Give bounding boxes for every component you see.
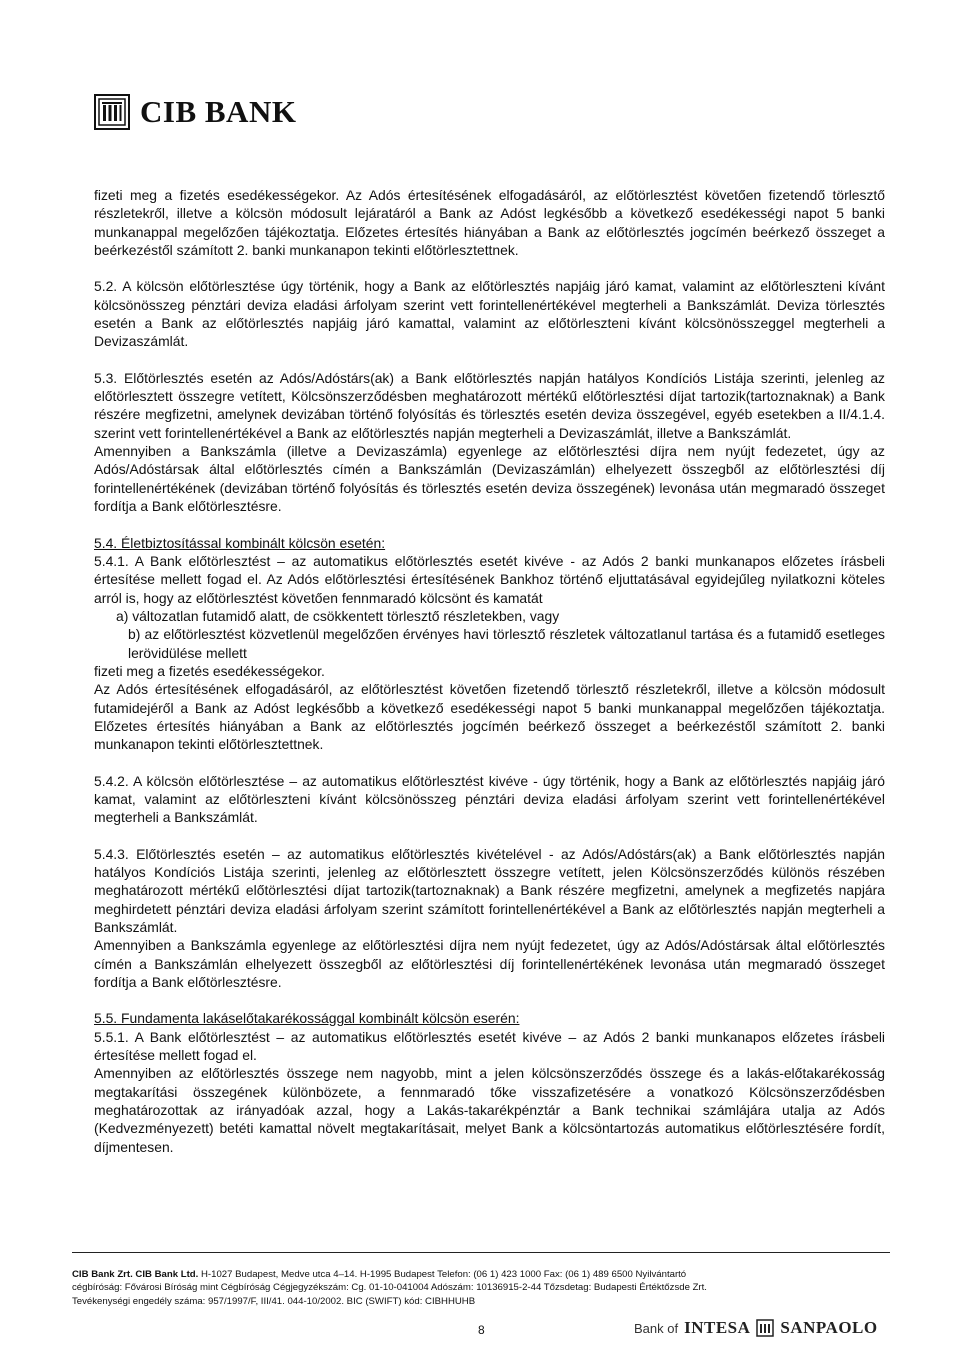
intesa-sanpaolo-icon <box>756 1319 774 1337</box>
logo-text: CIB BANK <box>140 94 297 129</box>
cib-bank-logo-icon <box>94 94 130 130</box>
intesa-sanpaolo-logo <box>634 1318 878 1338</box>
paragraph: fizeti meg a fizetés esedékességekor. <box>94 662 325 679</box>
paragraph: 5.3. Előtörlesztés esetén az Adós/Adóstárs(ak) a Bank előtörlesztés napján hatályos Kondíciós Listája szerinti, jelenleg az előtörlesztett összegre vetített, Kölcsönszerződésben meghatározott mértékű előtörlesztési díjat tartozik(tartoznaknak) a Bank részére megfizetni, amelynek devizában történő folyósítás és törlesztés esetén deviza összegével, egyéb esetekben a II/4.1.4. szerint vett forintellenértékével a Bank az előtörlesztés napján megterheli a Devizaszámlát, illetve a Bankszámlát. <box>94 369 885 441</box>
paragraph: 5.4.3. Előtörlesztés esetén – az automatikus előtörlesztés kivételével - az Adós/Adóstárs(ak) a Bank előtörlesztés napján hatályos Kondíciós Listája szerinti, jelenleg az előtörlesztett összegre vetített, jelen Kölcsönszerződés különös részében meghatározott mértékű előtörlesztési díjat tartozik(tartoznaknak) a Bank részére megfizetni, amelynek a megfizetés napjára meghirdetett pénztári deviza eladási árfolyam szerint számított forintellenértékével a Bank az előtörlesztés napján megterheli a Bankszámlát. <box>94 845 885 936</box>
paragraph: Az Adós értesítésének elfogadásáról, az előtörlesztést követően fizetendő törlesztő részletekről, illetve a kölcsön módosult futamidejéről a Bank az Adóst legkésőbb a következő esedékességi napot 5 banki munkanappal megelőzően tájékoztatja. Előzetes értesítés hiányában a Bank az előtörlesztés jogcímén beérkező összeget a beérkezéstől számított 2. banki munkanapon tekinti előtörlesztettnek. <box>94 681 885 753</box>
cib-bank-logo <box>94 94 296 130</box>
section-heading: 5.5. Fundamenta lakáselőtakarékossággal kombinált kölcsön eserén: <box>94 1010 520 1027</box>
paragraph: 5.5.1. A Bank előtörlesztést – az automatikus előtörlesztés esetét kivéve – az Adós 2 banki munkanapos előzetes írásbeli értesítése mellett fogad el. <box>94 1028 885 1064</box>
paragraph: fizeti meg a fizetés esedékességekor. Az Adós értesítésének elfogadásáról, az előtörlesztést követően fizetendő törlesztő részletekről, illetve a kölcsön módosult lejáratáról a Bank az Adóst legkésőbb a következő esedékességi napot 5 banki munkanappal megelőzően tájékoztatja. Előzetes értesítés hiányában a Bank az előtörlesztés jogcímén beérkező összeget a beérkezéstől számított 2. banki munkanapon tekinti előtörlesztettnek. <box>94 187 885 259</box>
footer-line <box>72 1268 902 1281</box>
footer-line: cégbíróság: Fővárosi Bíróság mint Cégbíróság Cégjegyzékszám: Cg. 01-10-041004 Adószám: 10136915-2-44 Tőzsdetag: Budapesti Értéktőzsde Zrt. <box>72 1282 707 1294</box>
paragraph: Amennyiben az előtörlesztés összege nem nagyobb, mint a jelen kölcsönszerződés összege és a lakás-előtakarékosság megtakarítási összegének különbözete, a fennmaradó tőke visszafizetésére a vonatkozó Kölcsönszerződésben meghatározottak az irányadóak azzal, hogy a Lakás-takarékpénztár a Bank technikai számlájára utalja az Adós (Kedvezményezett) betéti kamattal növelt megtakarításait, melyet Bank a kölcsöntartozás automatikus előtörlesztésére fordít, díjmentesen. <box>94 1065 885 1155</box>
section-heading: 5.4. Életbiztosítással kombinált kölcsön esetén: <box>94 534 386 551</box>
bank-of-label: Bank of <box>634 1320 679 1336</box>
paragraph: 5.2. A kölcsön előtörlesztése úgy történik, hogy a Bank az előtörlesztés napjáig járó kamat, valamint az előtörleszteni kívánt kölcsönösszeg pénztári deviza eladási árfolyam szerint vett forintellenértékével megterheli a Bankszámlát. Deviza törlesztés esetén a Bank az előtörlesztés napjáig járó kamattal, valamint az előtörleszteni kívánt kölcsönösszeggel megterheli a Devizaszámlát. <box>94 278 885 350</box>
paragraph: Amennyiben a Bankszámla (illetve a Devizaszámla) egyenlege az előtörlesztési díjra nem nyújt fedezetet, úgy az Adós/Adóstársak által előtörlesztés címén a Bankszámlán (Devizaszámlán) elhelyezett összegből az előtörlesztési díj forintellenértékének (devizában történő folyósítás és törlesztés esetén deviza összegének) levonása után megmaradó összeget fordítja a Bank előtörlesztésre. <box>94 443 885 515</box>
paragraph: Amennyiben a Bankszámla egyenlege az előtörlesztési díjra nem nyújt fedezetet, úgy az Adós/Adóstársak által előtörlesztés címén a Bankszámlán elhelyezett összegből az előtörlesztési díj forintellenértékének levonása után megmaradó összeget fordítja a Bank előtörlesztésre. <box>94 937 885 991</box>
paragraph: 5.4.2. A kölcsön előtörlesztése – az automatikus előtörlesztést kivéve - úgy történik, hogy a Bank az előtörlesztés napjáig járó kamat, valamint az előtörleszteni kívánt kölcsönösszeg pénztári deviza eladási árfolyam szerint vett forintellenértékével megterheli a Bankszámlát. <box>94 772 885 826</box>
sanpaolo-label: SANPAOLO <box>780 1318 878 1337</box>
page-number: 8 <box>478 1323 485 1337</box>
footer-address: H-1027 Budapest, Medve utca 4–14. H-1995 Budapest Telefon: (06 1) 423 1000 Fax: (06 1) 489 6500 Nyilvántartó <box>198 1269 687 1280</box>
document-body <box>94 186 885 1156</box>
intesa-label: INTESA <box>684 1318 751 1337</box>
footer-company: CIB Bank Zrt. CIB Bank Ltd. <box>72 1269 199 1280</box>
list-item: a) változatlan futamidő alatt, de csökkentett törlesztő részletekben, vagy <box>116 607 560 624</box>
list-item: b) az előtörlesztést közvetlenül megelőzően érvényes havi törlesztő részletek változatlanul tartása és a futamidő esetleges lerövidülése mellett <box>128 626 885 661</box>
paragraph: 5.4.1. A Bank előtörlesztést – az automatikus előtörlesztés esetét kivéve - az Adós 2 banki munkanapos előzetes írásbeli értesítése mellett fogad el. Az Adós előtörlesztési értesítésének Bankhoz történő eljuttatásával egyidejűleg nyilatkozni köteles arról is, hogy az előtörlesztést követően fennmaradó kölcsönt és kamatát <box>94 552 885 606</box>
footer <box>72 1268 902 1308</box>
footer-line: Tevékenységi engedély száma: 957/1997/F, III/41. 044-10/2002. BIC (SWIFT) kód: CIBHHUHB <box>72 1295 476 1307</box>
footer-divider <box>72 1252 890 1253</box>
